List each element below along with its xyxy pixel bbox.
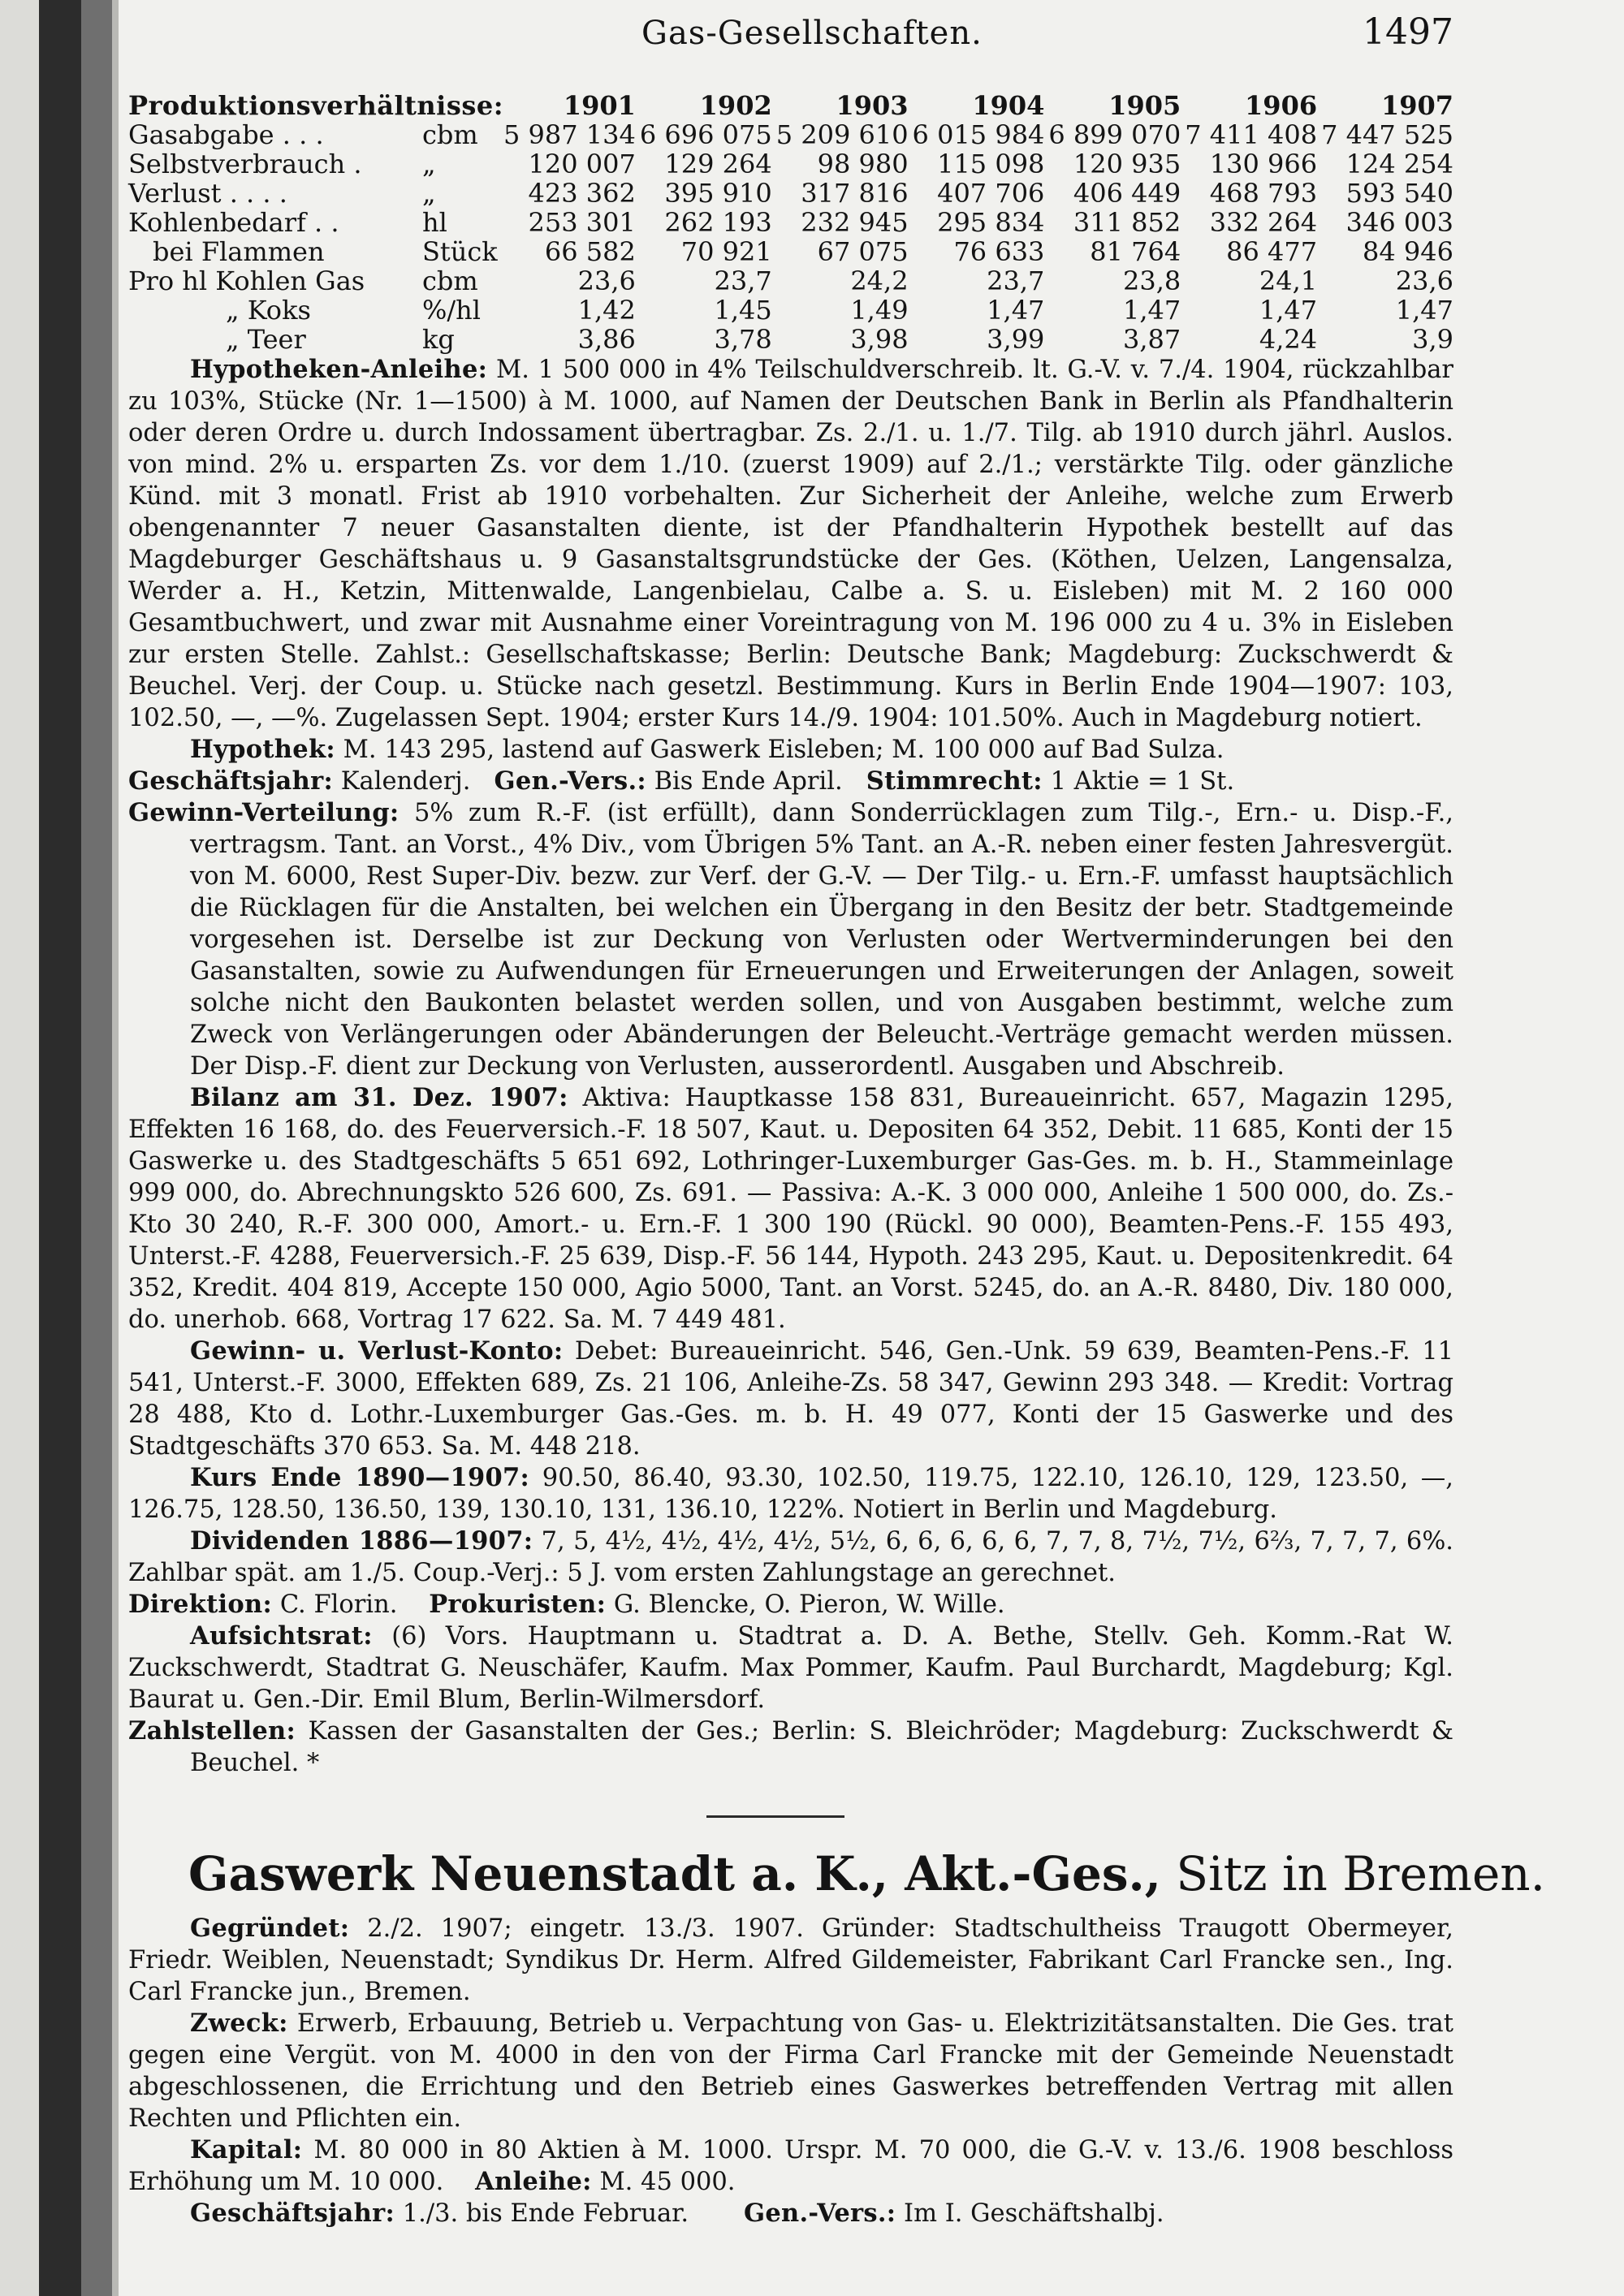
table-cell: 6 015 984 bbox=[912, 119, 1045, 150]
hypothek-text: M. 143 295, lastend auf Gaswerk Eisleben; M. 100 000 auf Bad Sulza. bbox=[343, 736, 1224, 764]
zweck-paragraph bbox=[128, 2008, 1453, 2134]
neuenstadt-body bbox=[128, 1913, 1453, 2229]
year-1901: 1901 bbox=[563, 90, 636, 121]
binding-edge bbox=[81, 0, 112, 2296]
hypotheken-anleihe-label: Hypotheken-Anleihe: bbox=[190, 355, 488, 384]
hypotheken-anleihe-text: M. 1 500 000 in 4% Teilschuldverschreib. lt. G.-V. v. 7./4. 1904, rückzahlbar zu 103%, Stücke (Nr. 1—1500) à M. 1000, auf Namen der Deutschen Bank in Berlin als Pfandhalterin oder deren Ordre u. durch Indossament übertragbar. Zs. 2./1. u. 1./7. Tilg. ab 1910 durch jährl. Auslos. von mind. 2% u. ersparten Zs. vor dem 1./10. (zuerst 1909) auf 2./1.; verstärkte Tilg. oder gänzliche Künd. mit 3 monatl. Frist ab 1910 vorbehalten. Zur Sicherheit der Anleihe, welche zum Erwerb obengenannter 7 neuer Gasanstalten diente, ist der Pfandhalterin Hypothek bestellt auf das Magdeburger Geschäftshaus u. 9 Gasanstaltsgrundstücke der Ges. (Köthen, Uelzen, Langensalza, Werder a. H., Ketzin, Mittenwalde, Langenbielau, Calbe a. S. u. Eisleben) mit M. 2 160 000 Gesamtbuchwert, und zwar mit Ausnahme einer Voreintragung von M. 196 000 zu 4 u. 3% in Eisleben zur ersten Stelle. Zahlst.: Gesellschaftskasse; Berlin: Deutsche Bank; Magdeburg: Zuckschwerdt & Beuchel. Verj. der Coup. u. Stücke nach gesetzl. Bestimmung. Kurs in Berlin Ende 1904—1907: 103, 102.50, —, —%. Zugelassen Sept. 1904; erster Kurs 14./9. 1904: 101.50%. Auch in Magdeburg notiert. bbox=[128, 356, 1453, 732]
table-cell: 98 980 bbox=[817, 149, 909, 179]
table-cell: 24,1 bbox=[1259, 265, 1318, 296]
anleihe-label: Anleihe: bbox=[475, 2167, 592, 2196]
section-divider bbox=[706, 1815, 844, 1818]
binding-shadow bbox=[39, 0, 81, 2296]
gas-company-body bbox=[128, 354, 1453, 1779]
table-cell: 120 007 bbox=[528, 149, 636, 179]
table-row bbox=[128, 208, 1453, 237]
table-cell: 5 987 134 bbox=[503, 119, 636, 150]
table-cell: 66 582 bbox=[544, 236, 636, 267]
table-cell: 6 696 075 bbox=[639, 119, 772, 150]
gewinn-verlust-text: Debet: Bureaueinricht. 546, Gen.-Unk. 59 639, Beamten-Pens.-F. 11 541, Unterst.-F. 3000, Effekten 689, Zs. 21 106, Anleihe-Zs. 58 347, Gewinn 293 348. — Kredit: Vortrag 28 488, Kto d. Lothr.-Luxemburger Gas.-Ges. m. b. H. 49 077, Konti der 15 Gaswerke und des Stadtgeschäfts 370 653. Sa. M. 448 218. bbox=[128, 1337, 1453, 1461]
row-label: bei Flammen bbox=[153, 236, 325, 267]
row-label: Gasabgabe . . . bbox=[128, 119, 324, 150]
genvers-label: Gen.-Vers.: bbox=[494, 766, 646, 796]
table-row bbox=[128, 179, 1453, 208]
table-cell: 262 193 bbox=[664, 207, 772, 238]
table-cell: 395 910 bbox=[664, 178, 772, 209]
table-cell: 24,2 bbox=[850, 265, 909, 296]
row-unit: hl bbox=[421, 207, 447, 238]
dividenden-text: 7, 5, 4½, 4½, 4½, 4½, 5½, 6, 6, 6, 6, 6, 7, 7, 8, 7½, 7½, 6⅔, 7, 7, 7, 6%. Zahlbar spät. am 1./5. Coup.-Verj.: 5 J. vom ersten Zahlungstage an gerechnet. bbox=[128, 1527, 1453, 1587]
table-cell: 593 540 bbox=[1345, 178, 1453, 209]
neuenstadt-geschaeftsjahr-paragraph bbox=[128, 2198, 1453, 2229]
table-row bbox=[128, 266, 1453, 296]
table-cell: 1,47 bbox=[1395, 295, 1453, 326]
table-cell: 67 075 bbox=[817, 236, 909, 267]
table-cell: 3,86 bbox=[577, 324, 636, 355]
row-label: „ Teer bbox=[226, 324, 306, 355]
table-cell: 1,47 bbox=[1123, 295, 1181, 326]
year-1905: 1905 bbox=[1108, 90, 1181, 121]
row-unit: kg bbox=[421, 324, 455, 355]
year-1904: 1904 bbox=[972, 90, 1045, 121]
production-table bbox=[128, 91, 1453, 354]
row-unit: „ bbox=[421, 178, 436, 209]
gewinn-verteilung-label: Gewinn-Verteilung: bbox=[128, 798, 400, 827]
table-cell: 253 301 bbox=[528, 207, 636, 238]
table-cell: 1,42 bbox=[577, 295, 636, 326]
row-unit: „ bbox=[421, 149, 436, 179]
table-cell: 468 793 bbox=[1209, 178, 1318, 209]
row-unit: %/hl bbox=[421, 295, 482, 326]
table-cell: 4,24 bbox=[1259, 324, 1318, 355]
anleihe-text: M. 45 000. bbox=[599, 2168, 736, 2196]
table-cell: 124 254 bbox=[1345, 149, 1453, 179]
table-cell: 3,87 bbox=[1123, 324, 1181, 355]
zweck-text: Erwerb, Erbauung, Betrieb u. Verpachtung von Gas- u. Elektrizitätsanstalten. Die Ges. trat gegen eine Vergüt. von M. 4000 in den von der Firma Carl Francke mit der Gemeinde Neuenstadt abgeschlossenen, die Errichtung und den Betrieb eines Gaswerkes betreffenden Vertrag mit allen Rechten und Pflichten ein. bbox=[128, 2009, 1453, 2133]
production-label: Produktionsverhältnisse: bbox=[128, 90, 504, 121]
neuenstadt-geschaeftsjahr-text: 1./3. bis Ende Februar. bbox=[402, 2199, 689, 2228]
stimmrecht-label: Stimmrecht: bbox=[866, 766, 1043, 796]
table-cell: 1,47 bbox=[1259, 295, 1318, 326]
aufsichtsrat-label: Aufsichtsrat: bbox=[190, 1621, 373, 1651]
geschaeftsjahr-text: Kalenderj. bbox=[340, 767, 471, 796]
zahlstellen-label: Zahlstellen: bbox=[128, 1716, 296, 1746]
hypothek-label: Hypothek: bbox=[190, 735, 335, 764]
production-header-row bbox=[128, 91, 1453, 120]
prokuristen-text: G. Blencke, O. Pieron, W. Wille. bbox=[613, 1590, 1005, 1619]
row-label: Pro hl Kohlen Gas bbox=[128, 265, 365, 296]
company-heading-seat: Sitz in Bremen. bbox=[1176, 1846, 1546, 1901]
company-heading-bold: Gaswerk Neuenstadt a. K., Akt.-Ges., bbox=[188, 1846, 1161, 1901]
page-gutter bbox=[112, 0, 119, 2296]
table-cell: 23,7 bbox=[714, 265, 772, 296]
table-cell: 3,78 bbox=[714, 324, 772, 355]
table-cell: 3,99 bbox=[987, 324, 1045, 355]
table-cell: 1,45 bbox=[714, 295, 772, 326]
row-unit: Stück bbox=[421, 236, 498, 267]
bilanz-label: Bilanz am 31. Dez. 1907: bbox=[190, 1083, 568, 1112]
aufsichtsrat-paragraph bbox=[128, 1621, 1453, 1716]
table-row bbox=[128, 120, 1453, 149]
genvers-text: Bis Ende April. bbox=[654, 767, 843, 796]
kapital-paragraph bbox=[128, 2134, 1453, 2198]
year-1903: 1903 bbox=[836, 90, 909, 121]
hypotheken-anleihe-paragraph bbox=[128, 354, 1453, 734]
table-cell: 86 477 bbox=[1226, 236, 1318, 267]
year-1906: 1906 bbox=[1245, 90, 1318, 121]
table-cell: 115 098 bbox=[937, 149, 1045, 179]
table-cell: 407 706 bbox=[937, 178, 1045, 209]
table-cell: 23,8 bbox=[1123, 265, 1181, 296]
page-number: 1497 bbox=[1363, 11, 1453, 53]
gegruendet-paragraph bbox=[128, 1913, 1453, 2008]
kapital-text: M. 80 000 in 80 Aktien à M. 1000. Urspr. M. 70 000, die G.-V. v. 13./6. 1908 beschloss Erhöhung um M. 10 000. bbox=[128, 2136, 1453, 2196]
geschaeftsjahr-label: Geschäftsjahr: bbox=[128, 766, 334, 796]
zahlstellen-paragraph bbox=[128, 1716, 1453, 1779]
neuenstadt-genvers-text: Im I. Geschäftshalbj. bbox=[904, 2199, 1164, 2228]
table-cell: 5 209 610 bbox=[775, 119, 909, 150]
row-unit: cbm bbox=[421, 119, 478, 150]
table-cell: 7 411 408 bbox=[1185, 119, 1318, 150]
table-cell: 7 447 525 bbox=[1321, 119, 1453, 150]
direktion-text: C. Florin. bbox=[279, 1590, 398, 1619]
aufsichtsrat-text: (6) Vors. Hauptmann u. Stadtrat a. D. A. Bethe, Stellv. Geh. Komm.-Rat W. Zuckschwerdt, Stadtrat G. Neuschäfer, Kaufm. Max Pommer, Kaufm. Paul Burchardt, Magdeburg; Kgl. Baurat u. Gen.-Dir. Emil Blum, Berlin-Wilmersdorf. bbox=[128, 1622, 1453, 1714]
table-cell: 84 946 bbox=[1363, 236, 1453, 267]
table-cell: 23,7 bbox=[987, 265, 1045, 296]
row-label: „ Koks bbox=[226, 295, 311, 326]
table-row bbox=[128, 296, 1453, 325]
dividenden-paragraph bbox=[128, 1526, 1453, 1589]
company-heading bbox=[188, 1846, 1545, 1901]
table-cell: 23,6 bbox=[1395, 265, 1453, 296]
table-cell: 3,98 bbox=[850, 324, 909, 355]
table-cell: 346 003 bbox=[1345, 207, 1453, 238]
gegruendet-label: Gegründet: bbox=[190, 1914, 350, 1943]
table-row bbox=[128, 325, 1453, 354]
table-cell: 232 945 bbox=[801, 207, 909, 238]
table-cell: 1,49 bbox=[850, 295, 909, 326]
year-1902: 1902 bbox=[699, 90, 772, 121]
running-header: Gas-Gesellschaften. bbox=[641, 15, 983, 52]
dividenden-label: Dividenden 1886—1907: bbox=[190, 1526, 533, 1556]
kapital-label: Kapital: bbox=[190, 2135, 303, 2164]
kurs-label: Kurs Ende 1890—1907: bbox=[190, 1463, 530, 1492]
bilanz-text: Aktiva: Hauptkasse 158 831, Bureaueinricht. 657, Magazin 1295, Effekten 16 168, do. des Feuerversich.-F. 18 507, Kaut. u. Depositen 64 352, Debit. 11 685, Konti der 15 Gaswerke u. des Stadtgeschäfts 5 651 692, Lothringer-Luxemburger Gas-Ges. m. b. H., Stammeinlage 999 000, do. Abrechnungskto 526 600, Zs. 691. — Passiva: A.-K. 3 000 000, Anleihe 1 500 000, do. Zs.-Kto 30 240, R.-F. 300 000, Amort.- u. Ern.-F. 1 300 190 (Rückl. 90 000), Beamten-Pens.-F. 155 493, Unterst.-F. 4288, Feuerversich.-F. 25 639, Disp.-F. 56 144, Hypoth. 243 295, Kaut. u. Depositenkredit. 64 352, Kredit. 404 819, Accepte 150 000, Agio 5000, Tant. an Vorst. 5245, do. an A.-R. 8480, Div. 180 000, do. unerhob. 668, Vortrag 17 622. Sa. M. 7 449 481. bbox=[128, 1084, 1453, 1334]
table-cell: 3,9 bbox=[1412, 324, 1453, 355]
table-cell: 423 362 bbox=[528, 178, 636, 209]
row-label: Kohlenbedarf . . bbox=[128, 207, 339, 238]
table-cell: 406 449 bbox=[1073, 178, 1181, 209]
table-cell: 76 633 bbox=[953, 236, 1045, 267]
table-cell: 130 966 bbox=[1209, 149, 1318, 179]
gewinn-verlust-paragraph bbox=[128, 1336, 1453, 1462]
row-label: Selbstverbrauch . bbox=[128, 149, 362, 179]
neuenstadt-geschaeftsjahr-label: Geschäftsjahr: bbox=[190, 2199, 395, 2228]
row-label: Verlust . . . . bbox=[128, 178, 287, 209]
neuenstadt-genvers-label: Gen.-Vers.: bbox=[743, 2199, 896, 2228]
table-cell: 1,47 bbox=[987, 295, 1045, 326]
gewinn-verteilung-text: 5% zum R.-F. (ist erfüllt), dann Sonderrücklagen zum Tilg.-, Ern.- u. Disp.-F., vertragsm. Tant. an Vorst., 4% Div., vom Übrigen 5% Tant. an A.-R. neben einer festen Jahresvergüt. von M. 6000, Rest Super-Div. bezw. zur Verf. der G.-V. — Der Tilg.- u. Ern.-F. umfasst hauptsächlich die Rücklagen für die Anstalten, bei welchen ein Übergang in den Besitz der betr. Stadtgemeinde vorgesehen ist. Derselbe ist zur Deckung von Verlusten oder Wertverminderungen bei den Gasanstalten, sowie zu Aufwendungen für Erneuerungen und Erweiterungen der Anlagen, soweit solche nicht den Baukonten belastet werden sollen, und von Ausgaben bestimmt, welche zum Zweck von Verlängerungen oder Abänderungen der Beleucht.-Verträge gemacht werden müssen. Der Disp.-F. dient zur Deckung von Verlusten, ausserordentl. Ausgaben und Abschreib. bbox=[190, 799, 1453, 1081]
table-cell: 23,6 bbox=[577, 265, 636, 296]
table-cell: 70 921 bbox=[680, 236, 772, 267]
table-cell: 311 852 bbox=[1073, 207, 1181, 238]
direktion-label: Direktion: bbox=[128, 1590, 273, 1619]
zweck-label: Zweck: bbox=[190, 2009, 288, 2038]
table-cell: 120 935 bbox=[1073, 149, 1181, 179]
gewinn-verteilung-paragraph bbox=[128, 797, 1453, 1082]
kurs-paragraph bbox=[128, 1462, 1453, 1526]
table-cell: 332 264 bbox=[1209, 207, 1318, 238]
table-cell: 295 834 bbox=[937, 207, 1045, 238]
row-unit: cbm bbox=[421, 265, 478, 296]
direktion-paragraph bbox=[128, 1589, 1453, 1621]
table-cell: 129 264 bbox=[664, 149, 772, 179]
table-cell: 6 899 070 bbox=[1048, 119, 1181, 150]
zahlstellen-text: Kassen der Gasanstalten der Ges.; Berlin: S. Bleichröder; Magdeburg: Zuckschwerdt & Beuchel. * bbox=[190, 1717, 1453, 1777]
gegruendet-text: 2./2. 1907; eingetr. 13./3. 1907. Gründer: Stadtschultheiss Traugott Obermeyer, Friedr. Weiblen, Neuenstadt; Syndikus Dr. Herm. Alfred Gildemeister, Fabrikant Carl Francke sen., Ing. Carl Francke jun., Bremen. bbox=[128, 1914, 1453, 2006]
table-cell: 317 816 bbox=[801, 178, 909, 209]
year-1907: 1907 bbox=[1380, 90, 1453, 121]
table-row bbox=[128, 149, 1453, 179]
geschaeftsjahr-paragraph bbox=[128, 766, 1453, 797]
table-cell: 81 764 bbox=[1090, 236, 1181, 267]
gewinn-verlust-label: Gewinn- u. Verlust-Konto: bbox=[190, 1336, 564, 1366]
table-row bbox=[128, 237, 1453, 266]
bilanz-paragraph bbox=[128, 1082, 1453, 1336]
prokuristen-label: Prokuristen: bbox=[429, 1590, 607, 1619]
hypothek-paragraph bbox=[128, 734, 1453, 766]
scan-margin bbox=[0, 0, 41, 2296]
stimmrecht-text: 1 Aktie = 1 St. bbox=[1050, 767, 1235, 796]
kurs-text: 90.50, 86.40, 93.30, 102.50, 119.75, 122.10, 126.10, 129, 123.50, —, 126.75, 128.50, 136.50, 139, 130.10, 131, 136.10, 122%. Notiert in Berlin und Magdeburg. bbox=[128, 1464, 1453, 1524]
